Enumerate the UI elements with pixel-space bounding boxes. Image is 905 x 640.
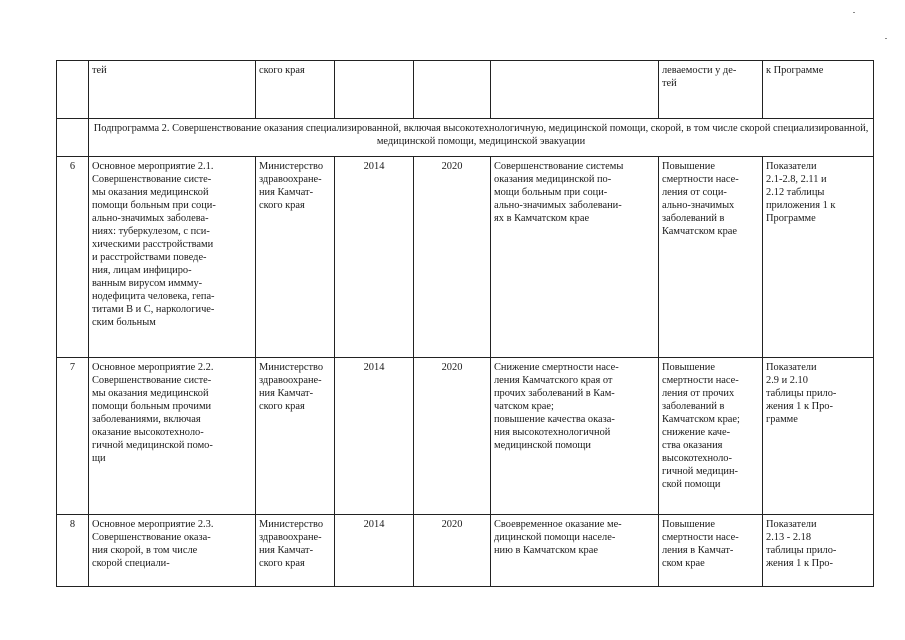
scan-speck <box>885 38 887 39</box>
subprogram-title: Подпрограмма 2. Совершенствование оказания специализированной, включая высокотехнологичную, медицинской помощи, скорой, в том числе скорой специализированной, медицинской помощи, медицинской эвакуации <box>89 119 874 157</box>
cell-consequence: Повышение смертности насе- ления в Камчат- ском крае <box>659 515 763 587</box>
table-row <box>57 515 874 587</box>
row-number: 8 <box>57 515 89 587</box>
cell-executor: ского края <box>256 61 335 119</box>
cell-start: 2014 <box>335 358 414 515</box>
cell-executor: Министерство здравоохране- ния Камчат- ского края <box>256 515 335 587</box>
row-number: 6 <box>57 157 89 358</box>
cell-executor: Министерство здравоохране- ния Камчат- ского края <box>256 157 335 358</box>
row-number: 7 <box>57 358 89 515</box>
cell-end: 2020 <box>414 515 491 587</box>
cell-result: Снижение смертности насе- ления Камчатского края от прочих заболеваний в Кам- чатском крае; повышение качества оказа- ния высокотехнологичной медицинской помощи <box>491 358 659 515</box>
cell-end: 2020 <box>414 358 491 515</box>
subprogram-row <box>57 119 874 157</box>
cell-consequence: Повышение смертности насе- ления от прочих заболеваний в Камчатском крае; снижение каче- ства оказания высокотехноло- гичной медицин- ской помощи <box>659 358 763 515</box>
cell-indicators: Показатели 2.9 и 2.10 таблицы прило- жения 1 к Про- грамме <box>763 358 874 515</box>
program-table <box>56 60 874 587</box>
cell-end <box>414 61 491 119</box>
cell-start: 2014 <box>335 157 414 358</box>
cell-consequence: Повышение смертности насе- ления от соци- ально-значимых заболеваний в Камчатском крае <box>659 157 763 358</box>
cell-measure: Основное мероприятие 2.1. Совершенствование систе- мы оказания медицинской помощи больным при соци- ально-значимых заболева- ниях: туберкулезом, с пси- хическими расстройствами и расстройствами поведе- ния, лицам инфициро- ванным вирусом иммму- нодефицита человека, гепа- титами В и С, наркологиче- ским больным <box>89 157 256 358</box>
cell-executor: Министерство здравоохране- ния Камчат- ского края <box>256 358 335 515</box>
cell-indicators: к Программе <box>763 61 874 119</box>
scan-speck <box>853 12 855 13</box>
cell-start: 2014 <box>335 515 414 587</box>
cell-result: Своевременное оказание ме- дицинской помощи населе- нию в Камчатском крае <box>491 515 659 587</box>
cell-consequence: леваемости у де- тей <box>659 61 763 119</box>
cell-indicators: Показатели 2.1-2.8, 2.11 и 2.12 таблицы приложения 1 к Программе <box>763 157 874 358</box>
cell-start <box>335 61 414 119</box>
cell-result <box>491 61 659 119</box>
cell-result: Совершенствование системы оказания медицинской по- мощи больным при соци- ально-значимых заболевани- ях в Камчатском крае <box>491 157 659 358</box>
cell-end: 2020 <box>414 157 491 358</box>
cell-num <box>57 119 89 157</box>
cell-measure: тей <box>89 61 256 119</box>
cell-measure: Основное мероприятие 2.2. Совершенствование систе- мы оказания медицинской помощи больным прочими заболеваниями, включая оказание высокотехноло- гичной медицинской помо- щи <box>89 358 256 515</box>
table-row <box>57 157 874 358</box>
cell-num <box>57 61 89 119</box>
table-row-continued <box>57 61 874 119</box>
cell-measure: Основное мероприятие 2.3. Совершенствование оказа- ния скорой, в том числе скорой специали- <box>89 515 256 587</box>
cell-indicators: Показатели 2.13 - 2.18 таблицы прило- жения 1 к Про- <box>763 515 874 587</box>
table-row <box>57 358 874 515</box>
